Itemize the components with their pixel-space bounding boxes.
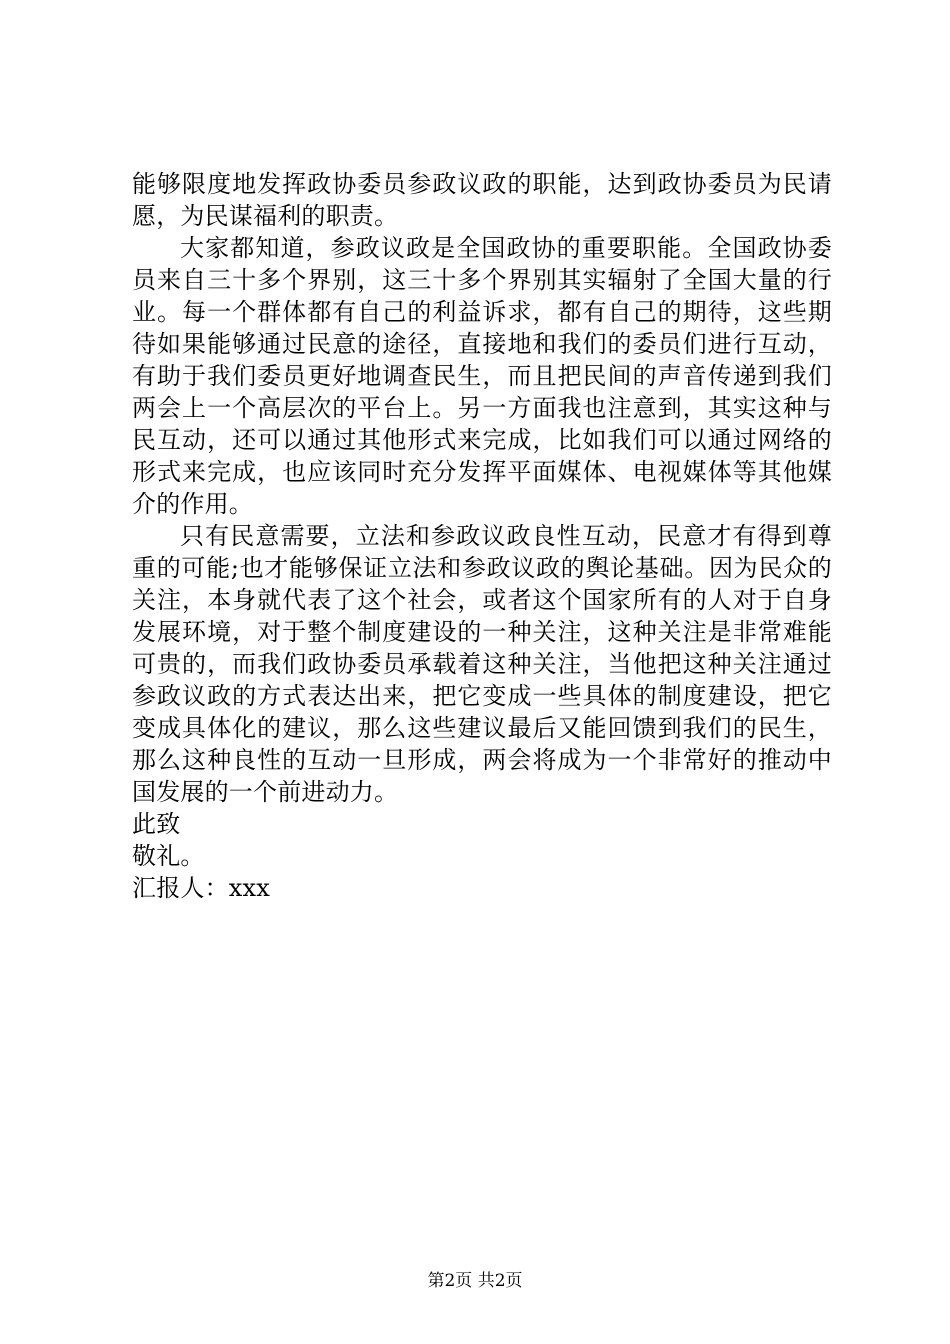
paragraph-public-opinion: 只有民意需要，立法和参政议政良性互动，民意才有得到尊重的可能;也才能够保证立法和参政议政的舆论基础。因为民众的关注，本身就代表了这个社会，或者这个国家所有的人对于自身发展环境，对于整个制度建设的一种关注，这种关注是非常难能可贵的，而我们政协委员承载着这种关注，当他把这种关注通过参政议政的方式表达出来，把它变成一些具体的制度建设，把它变成具体化的建议，那么这些建议最后又能回馈到我们的民生，那么这种良性的互动一旦形成，两会将成为一个非常好的推动中国发展的一个前进动力。 xyxy=(132,522,832,806)
paragraph-continuation: 能够限度地发挥政协委员参政议政的职能，达到政协委员为民请愿，为民谋福利的职责。 xyxy=(132,170,832,230)
closing-salutation: 此致 xyxy=(132,810,181,838)
paragraph-participation: 大家都知道，参政议政是全国政协的重要职能。全国政协委员来自三十多个界别，这三十多个界别其实辐射了全国大量的行业。每一个群体都有自己的利益诉求，都有自己的期待，这些期待如果能够通过民意的途径，直接地和我们的委员们进行互动，有助于我们委员更好地调查民生，而且把民间的声音传递到我们两会上一个高层次的平台上。另一方面我也注意到，其实这种与民互动，还可以通过其他形式来完成，比如我们可以通过网络的形式来完成，也应该同时充分发挥平面媒体、电视媒体等其他媒介的作用。 xyxy=(132,234,832,518)
closing-reporter: 汇报人：xxx xyxy=(132,874,271,902)
document-body xyxy=(132,168,832,904)
page-footer: 第2页 共2页 xyxy=(427,1271,523,1291)
closing-respect: 敬礼。 xyxy=(132,842,205,870)
